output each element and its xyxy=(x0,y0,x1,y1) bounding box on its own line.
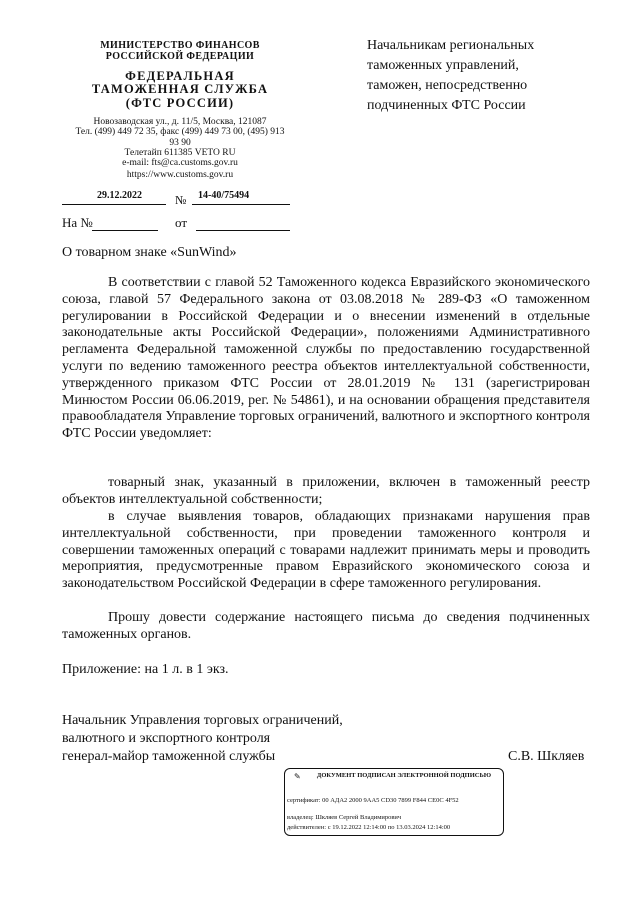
letter-date: 29.12.2022 xyxy=(97,190,142,201)
service-name: ФЕДЕРАЛЬНАЯ ТАМОЖЕННАЯ СЛУЖБА xyxy=(91,69,269,96)
attachment-note: Приложение: на 1 л. в 1 экз. xyxy=(62,662,229,677)
date-underline xyxy=(62,204,166,205)
from-label: от xyxy=(175,215,188,230)
from-underline xyxy=(196,230,290,231)
stamp-valid: действителен: с 19.12.2022 12:14:00 по 13.03.2024 12:14:00 xyxy=(287,824,451,831)
stamp-icon: ✎ xyxy=(294,772,301,781)
body-paragraph-3: в случае выявления товаров, обладающих признаками нарушения прав интеллектуальной собственности, при проведении таможенного контроля и совершении таможенных операций с товарами надлежит принимать меры и проводить мероприятия, предусмотренные правом Евразийского экономического союза и законодательством Российской Федерации в сфере таможенного регулирования. xyxy=(62,509,590,592)
number-sign: № xyxy=(175,193,187,207)
stamp-certificate: сертификат: 00 АДА2 2000 9АА5 CD30 7899 F844 CE0C 4F52 xyxy=(287,797,459,804)
website: https://www.customs.gov.ru xyxy=(126,170,234,180)
phones: Тел. (499) 449 72 35, факс (499) 449 73 00, (495) 913 93 90 xyxy=(75,127,285,148)
reference-underline xyxy=(92,230,158,231)
teletype: Телетайп 611385 VETO RU xyxy=(124,148,236,158)
signatory-title-line-2: валютного и экспортного контроля xyxy=(62,731,271,746)
signatory-name: С.В. Шкляев xyxy=(508,749,585,764)
email: e-mail: fts@ca.customs.gov.ru xyxy=(122,158,238,168)
stamp-title: ДОКУМЕНТ ПОДПИСАН ЭЛЕКТРОННОЙ ПОДПИСЬЮ xyxy=(316,772,492,779)
body-paragraph-4: Прошу довести содержание настоящего письма до сведения подчиненных таможенных органов. xyxy=(62,610,590,642)
number-underline xyxy=(192,204,290,205)
subject: О товарном знаке «SunWind» xyxy=(62,245,237,260)
body-paragraph-1: В соответствии с главой 52 Таможенного кодекса Евразийского экономического союза, главой 57 Федерального закона от 03.08.2018 № 289-ФЗ «О таможенном регулировании в Российской Федерации и о внесении изменений в отдельные законодательные акты Российской Федерации», положениями Административного регламента Федеральной таможенной службы по предоставлению государственной услуги по ведению таможенного реестра объектов интеллектуальной собственности, утвержденного приказом ФТС России от 28.01.2019 № 131 (зарегистрирован Минюстом России 06.06.2019, рег. № 54861), и на основании обращения представителя правообладателя Управление торговых ограничений, валютного и экспортного контроля ФТС России уведомляет: xyxy=(62,275,590,442)
address: Новозаводская ул., д. 11/5, Москва, 121087 xyxy=(93,117,267,127)
signatory-title-line-1: Начальник Управления торговых ограничений, xyxy=(62,713,343,728)
ministry-name: МИНИСТЕРСТВО ФИНАНСОВ РОССИЙСКОЙ ФЕДЕРАЦИИ xyxy=(100,40,260,62)
stamp-owner: владелец: Шкляев Сергей Владимирович xyxy=(287,814,402,821)
addressee: Начальникам региональных таможенных управлений, таможен, непосредственно подчиненных ФТС России xyxy=(367,38,535,113)
service-abbreviation: (ФТС РОССИИ) xyxy=(125,96,235,110)
letter-number: 14-40/75494 xyxy=(198,190,250,201)
electronic-signature-stamp xyxy=(284,768,504,836)
body-paragraph-2: товарный знак, указанный в приложении, включен в таможенный реестр объектов интеллектуальной собственности; xyxy=(62,475,590,507)
signatory-title-line-3: генерал-майор таможенной службы xyxy=(62,749,276,764)
reference-label: На № xyxy=(62,215,93,230)
